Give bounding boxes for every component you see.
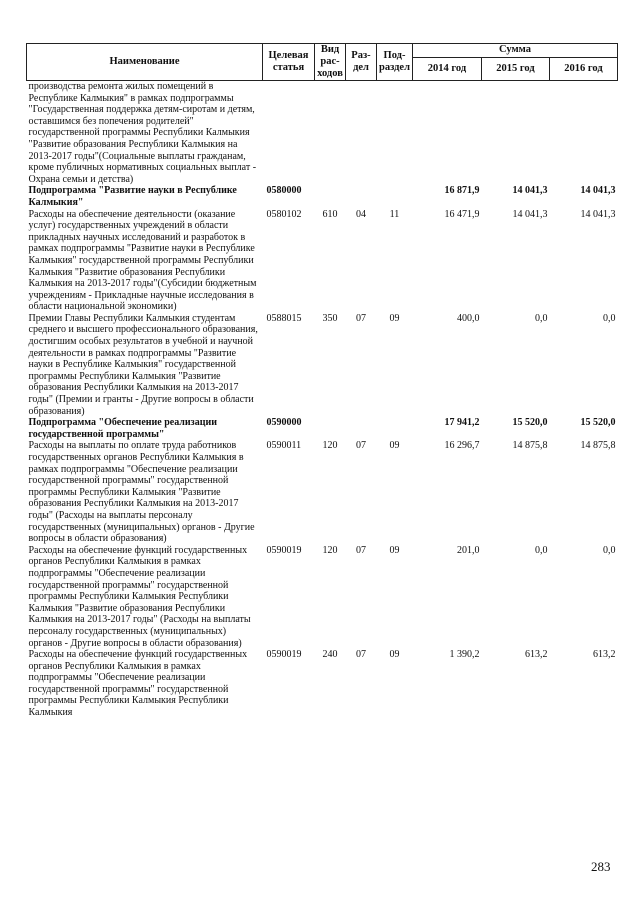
header-year-2016: 2016 год — [550, 57, 618, 80]
row-target-article: 0590011 — [266, 440, 302, 452]
header-subsection: Под- раздел — [377, 44, 413, 81]
row-expense-kind — [315, 417, 346, 440]
row-subsection — [377, 81, 413, 186]
table-row — [27, 313, 618, 417]
row-expense-kind — [315, 185, 346, 208]
header-year-2015: 2015 год — [482, 57, 550, 80]
header-section: Раз- дел — [346, 44, 377, 81]
table-row-subprogram — [27, 417, 618, 440]
row-sum-2015: 0,0 — [535, 312, 548, 324]
row-sum-2014 — [413, 81, 482, 186]
budget-table-container — [26, 43, 617, 719]
row-sum-2015 — [482, 81, 550, 186]
row-target-article: 0580000 — [266, 185, 302, 197]
table-row — [27, 649, 618, 719]
row-name: Подпрограмма "Развитие науки в Республике Калмыкия" — [28, 185, 237, 208]
row-sum-2015: 613,2 — [525, 649, 548, 661]
header-year-2014: 2014 год — [413, 57, 482, 80]
table-row-subprogram — [27, 185, 618, 208]
row-name: Подпрограмма "Обеспечение реализации государственной программы" — [28, 417, 217, 440]
row-expense-kind: 240 — [322, 649, 338, 661]
row-sum-2016: 613,2 — [593, 649, 616, 661]
row-section: 07 — [356, 649, 366, 661]
row-target-article: 0588015 — [266, 312, 302, 324]
header-name: Наименование — [27, 44, 263, 81]
table-row — [27, 545, 618, 649]
row-section: 04 — [356, 208, 366, 220]
row-section: 07 — [356, 544, 366, 556]
row-sum-2016: 15 520,0 — [580, 417, 616, 429]
row-sum-2014: 201,0 — [457, 544, 480, 556]
row-sum-2014: 16 871,9 — [444, 185, 480, 197]
header-target-article: Целевая статья — [263, 44, 315, 81]
row-sum-2014: 16 296,7 — [444, 440, 480, 452]
row-sum-2014: 1 390,2 — [449, 649, 480, 661]
row-target-article: 0590019 — [266, 649, 302, 661]
row-sum-2014: 400,0 — [457, 312, 480, 324]
row-subsection: 11 — [389, 208, 400, 220]
row-sum-2015: 15 520,0 — [512, 417, 548, 429]
row-sum-2014: 17 941,2 — [444, 417, 480, 429]
row-sum-2016: 0,0 — [603, 312, 616, 324]
row-expense-kind: 350 — [322, 312, 338, 324]
header-expense-kind: Вид рас- ходов — [315, 44, 346, 81]
header-sum: Сумма — [413, 44, 618, 58]
row-sum-2016 — [550, 81, 618, 186]
row-name: Расходы на обеспечение функций государственных органов Республики Калмыкия в рамках подпрограммы "Обеспечение реализации государственной программы" государственной программы Республики Калмыкия Республики Калмыкия "Развитие образования Республики Калмыкия на 2013-2017 годы" (Расходы на выплаты персоналу государственных (муниципальных) органов - Другие вопросы в области образования) — [28, 544, 251, 649]
row-subsection: 09 — [389, 544, 400, 556]
row-sum-2015: 14 041,3 — [512, 208, 548, 220]
row-sum-2015: 14 041,3 — [512, 185, 548, 197]
budget-table — [26, 43, 618, 719]
page-number: 283 — [591, 859, 611, 874]
row-section — [346, 81, 377, 186]
row-name: Расходы на обеспечение функций государственных органов Республики Калмыкия в рамках подпрограммы "Обеспечение реализации государственной программы" государственной программы Республики Калмыкия Республики Калмыкия — [28, 649, 248, 719]
row-name: Расходы на выплаты по оплате труда работников государственных органов Республики Калмыкия в рамках подпрограммы "Обеспечение реализации государственной программы" государственной программы Республики Калмыкия "Развитие образования Республики Калмыкия на 2013-2017 годы" (Расходы на выплаты персоналу государственных (муниципальных) органов - Другие вопросы в области образования) — [28, 440, 255, 545]
row-subsection: 09 — [389, 440, 400, 452]
row-target-article: 0580102 — [266, 208, 302, 220]
row-subsection: 09 — [389, 649, 400, 661]
row-sum-2016: 14 041,3 — [580, 208, 616, 220]
table-row — [27, 209, 618, 313]
row-target-article — [263, 81, 315, 186]
row-section: 07 — [356, 312, 366, 324]
row-sum-2015: 0,0 — [535, 544, 548, 556]
row-name: производства ремонта жилых помещений в Республике Калмыкия" в рамках подпрограммы "Государственная поддержка детям-сиротам и детям, оставшимся без попечения родителей" государственной программы Республики Калмыкия "Развитие образования Республики Калмыкия на 2013-2017 годы"(Социальные выплаты гражданам, кроме публичных нормативных социальных выплат - Охрана семьи и детства) — [28, 81, 257, 185]
row-subsection — [377, 417, 413, 440]
row-sum-2016: 14 041,3 — [580, 185, 616, 197]
table-header — [27, 44, 618, 81]
table-row — [27, 440, 618, 544]
row-section — [346, 185, 377, 208]
row-name: Премии Главы Республики Калмыкия студентам среднего и высшего профессионального образования, достигшим особых результатов в учебной и научной деятельности в рамках подпрограммы "Развитие науки в Республике Калмыкия" государственной программы Республики Калмыкия "Развитие образования Республики Калмыкия на 2013-2017 годы" (Премии и гранты - Другие вопросы в области образования) — [28, 312, 258, 417]
row-expense-kind — [315, 81, 346, 186]
row-section: 07 — [356, 440, 366, 452]
row-name: Расходы на обеспечение деятельности (оказание услуг) государственных учреждений в области прикладных научных исследований и разработок в рамках подпрограммы "Развитие науки в Республике Калмыкия" государственной программы Республики Калмыкия "Развитие образования Республики Калмыкия на 2013-2017 годы"(Субсидии бюджетным учреждениям - Прикладные научные исследования в области национальной экономики) — [28, 208, 257, 313]
row-target-article: 0590000 — [266, 417, 302, 429]
row-sum-2014: 16 471,9 — [444, 208, 480, 220]
row-expense-kind: 610 — [322, 208, 338, 220]
row-subsection: 09 — [389, 312, 400, 324]
table-row — [27, 81, 618, 186]
row-sum-2015: 14 875,8 — [512, 440, 548, 452]
row-section — [346, 417, 377, 440]
table-body — [27, 81, 618, 719]
row-sum-2016: 14 875,8 — [580, 440, 616, 452]
row-sum-2016: 0,0 — [603, 544, 616, 556]
row-expense-kind: 120 — [322, 440, 338, 452]
row-expense-kind: 120 — [322, 544, 338, 556]
row-target-article: 0590019 — [266, 544, 302, 556]
row-subsection — [377, 185, 413, 208]
